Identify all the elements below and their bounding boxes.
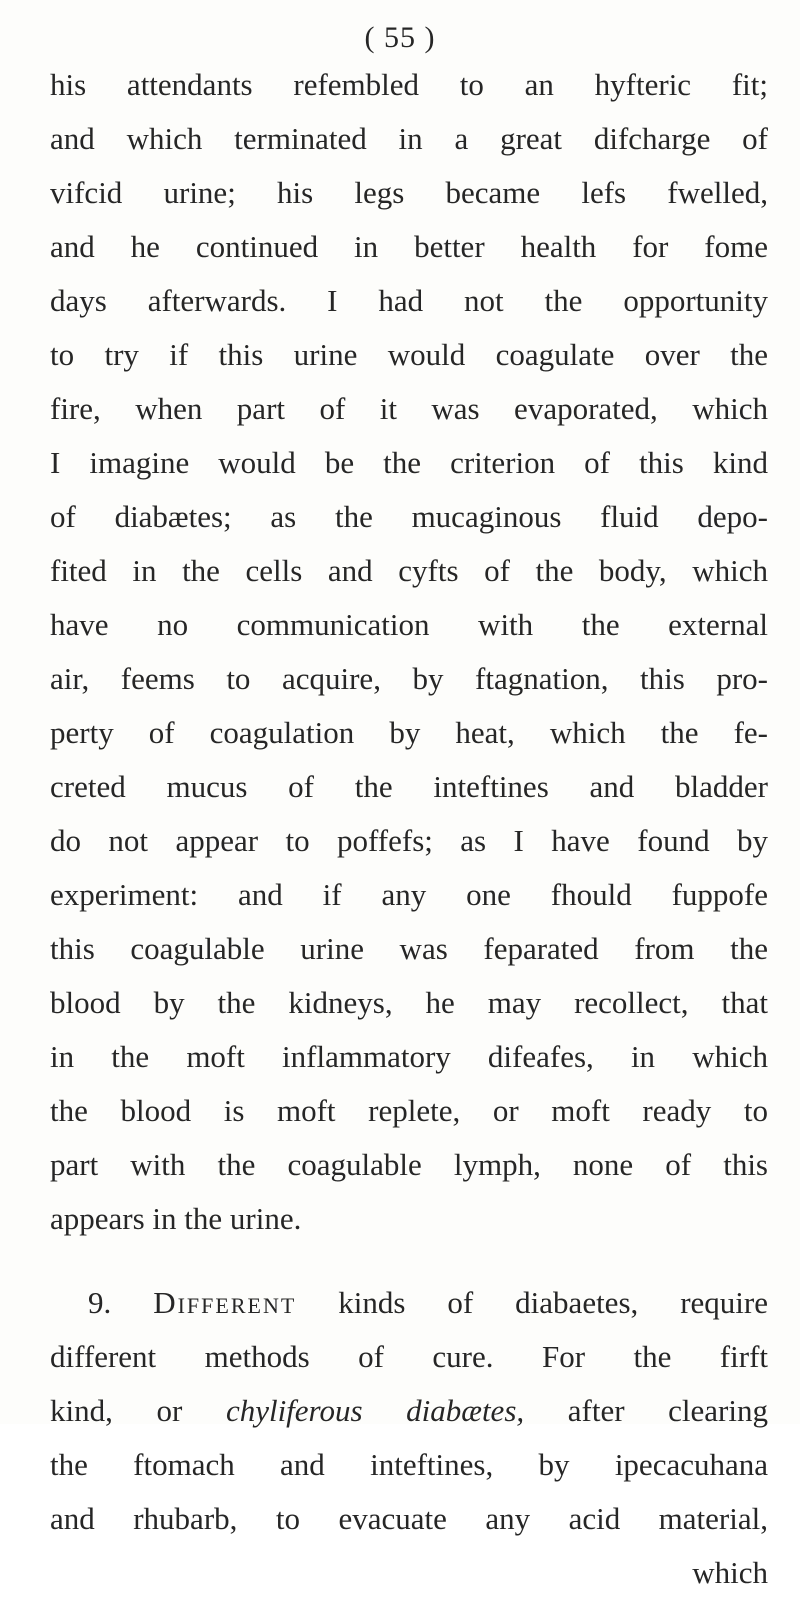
text-line: in the moft inflammatory difeafes, in which [50, 1039, 768, 1074]
text-line: air, feems to acquire, by ftagnation, this pro- [50, 661, 768, 696]
paragraph-1 [50, 58, 768, 1246]
text-span: after clearing [524, 1393, 768, 1428]
text-line: this coagulable urine was feparated from the [50, 931, 768, 966]
text-line: and which terminated in a great difcharge of [50, 121, 768, 156]
text-line: vifcid urine; his legs became lefs fwelled, [50, 175, 768, 210]
text-line: and he continued in better health for fome [50, 229, 768, 264]
text-line: different methods of cure. For the firft [50, 1339, 768, 1374]
text-span: kind, or [50, 1393, 226, 1428]
text-line [50, 1384, 768, 1438]
text-line: of diabætes; as the mucaginous fluid depo- [50, 499, 768, 534]
text-line: the ftomach and inteftines, by ipecacuhana [50, 1447, 768, 1482]
text-span: kinds of diabaetes, require [338, 1285, 769, 1320]
text-line: days afterwards. I had not the opportunity [50, 283, 768, 318]
paragraph-number: 9. [88, 1285, 112, 1320]
text-line: part with the coagulable lymph, none of this [50, 1147, 768, 1182]
text-line: fire, when part of it was evaporated, which [50, 391, 768, 426]
text-line: experiment: and if any one fhould fuppofe [50, 877, 768, 912]
text-line: I imagine would be the criterion of this kind [50, 445, 768, 480]
italic-term: chyliferous diabætes, [225, 1393, 525, 1428]
text-line: creted mucus of the inteftines and bladder [50, 769, 768, 804]
text-line: have no communication with the external [50, 607, 768, 642]
text-line: to try if this urine would coagulate over the [50, 337, 768, 372]
catchword: which [692, 1555, 768, 1590]
lead-word: Different [153, 1285, 297, 1320]
text-line: blood by the kidneys, he may recollect, that [50, 985, 768, 1020]
body-text [50, 58, 768, 1600]
text-line [50, 1276, 768, 1330]
page-number: ( 55 ) [364, 21, 436, 54]
text-line: fited in the cells and cyfts of the body, which [50, 553, 768, 588]
text-line: and rhubarb, to evacuate any acid material, [50, 1501, 768, 1536]
text-line: perty of coagulation by heat, which the fe- [50, 715, 768, 750]
text-line: appears in the urine. [50, 1201, 302, 1236]
text-line: the blood is moft replete, or moft ready to [50, 1093, 768, 1128]
paragraph-2 [50, 1276, 768, 1600]
text-line: his attendants refembled to an hyfteric fit; [50, 67, 768, 102]
paragraph-gap [50, 1246, 768, 1276]
text-line: do not appear to poffefs; as I have found by [50, 823, 768, 858]
